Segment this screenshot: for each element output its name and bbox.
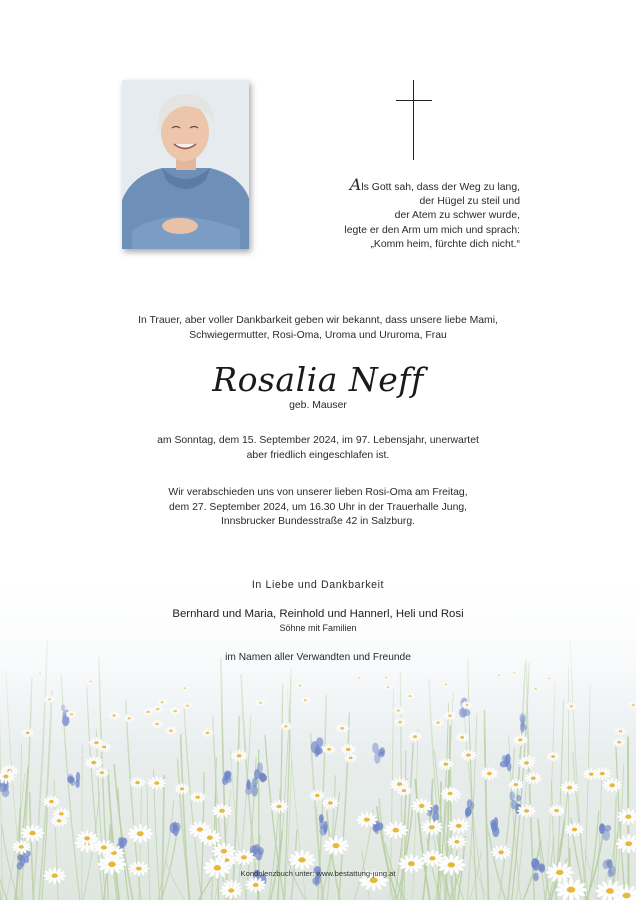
poem-line-1 (300, 175, 520, 195)
poem (300, 175, 520, 252)
poem-initial: A (349, 175, 362, 194)
deceased-name: Rosalia Neff (212, 360, 424, 399)
relatives-line: im Namen aller Verwandten und Freunde (225, 652, 411, 663)
funeral-line-1: Wir verabschieden uns von unserer lieben Rosi-Oma am Freitag, (168, 487, 468, 498)
poem-line-4: legte er den Arm um mich und sprach: (344, 224, 520, 236)
portrait-photo (122, 80, 249, 249)
condolence-book-link[interactable]: Kondolenzbuch unter: www.bestattung-jung.at (240, 869, 396, 878)
poem-line-3: der Atem zu schwer wurde, (394, 210, 520, 222)
funeral-line-3: Innsbrucker Bundesstraße 42 in Salzburg. (220, 516, 416, 527)
intro-line-2: Schwiegermutter, Rosi-Oma, Uroma und Ururoma, Frau (189, 329, 447, 341)
announcement-intro (0, 314, 636, 343)
portrait-image (122, 80, 249, 249)
death-notice (0, 434, 636, 463)
poem-line-2: der Hügel zu steil und (419, 196, 520, 208)
funeral-notice (0, 486, 636, 530)
mourners-subtitle: Söhne mit Familien (279, 623, 357, 633)
death-line-1: am Sonntag, dem 15. September 2024, im 97. Lebensjahr, unerwartet (157, 435, 479, 446)
poem-line-1-rest: ls Gott sah, dass der Weg zu lang, (361, 182, 520, 193)
mourners-names: Bernhard und Maria, Reinhold und Hannerl, Heli und Rosi (172, 608, 464, 620)
maiden-name: geb. Mauser (289, 400, 347, 411)
poem-line-5: „Komm heim, fürchte dich nicht.“ (370, 238, 520, 250)
intro-line-1: In Trauer, aber voller Dankbarkeit geben wir bekannt, dass unsere liebe Mami, (138, 315, 498, 326)
closing-phrase: In Liebe und Dankbarkeit (251, 579, 385, 591)
cross-icon (396, 80, 432, 160)
funeral-line-2: dem 27. September 2024, um 16.30 Uhr in der Trauerhalle Jung, (168, 501, 468, 513)
death-line-2: aber friedlich eingeschlafen ist. (246, 449, 390, 461)
